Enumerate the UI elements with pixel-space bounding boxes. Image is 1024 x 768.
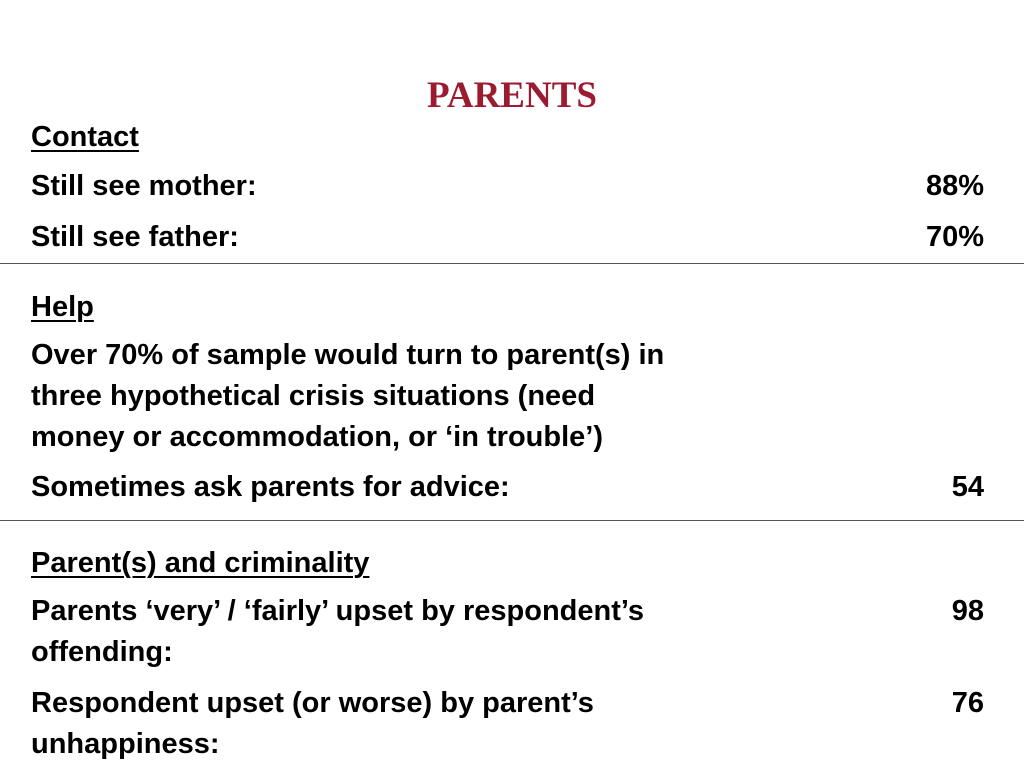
help-paragraph bbox=[31, 335, 811, 458]
row-value-still-see-father: 70% bbox=[925, 221, 984, 253]
row-label-line: unhappiness: bbox=[31, 728, 220, 760]
section-divider bbox=[0, 263, 1024, 264]
row-label-line: offending: bbox=[31, 636, 173, 668]
help-paragraph-line: three hypothetical crisis situations (need bbox=[31, 380, 596, 412]
section-heading-criminality: Parent(s) and criminality bbox=[31, 547, 370, 579]
row-label-line: Parents ‘very’ / ‘fairly’ upset by respondent’s bbox=[31, 595, 644, 627]
help-paragraph-line: money or accommodation, or ‘in trouble’) bbox=[31, 421, 603, 453]
page-title: PARENTS bbox=[427, 75, 597, 116]
row-value-still-see-mother: 88% bbox=[925, 170, 984, 202]
row-label-still-see-father: Still see father: bbox=[31, 221, 239, 253]
section-heading-help: Help bbox=[31, 291, 94, 323]
row-value-respondent-upset: 76 bbox=[951, 687, 984, 719]
section-divider bbox=[0, 520, 1024, 521]
section-heading-contact: Contact bbox=[31, 121, 139, 153]
row-label-line: Respondent upset (or worse) by parent’s bbox=[31, 687, 594, 719]
help-paragraph-line: Over 70% of sample would turn to parent(s) in bbox=[31, 339, 665, 371]
row-label-ask-parents-advice: Sometimes ask parents for advice: bbox=[31, 471, 510, 503]
row-label-parents-upset bbox=[31, 591, 811, 673]
row-label-respondent-upset bbox=[31, 683, 811, 765]
row-value-ask-parents-advice: 54 bbox=[951, 471, 984, 503]
row-value-parents-upset: 98 bbox=[951, 595, 984, 627]
row-label-still-see-mother: Still see mother: bbox=[31, 170, 257, 202]
